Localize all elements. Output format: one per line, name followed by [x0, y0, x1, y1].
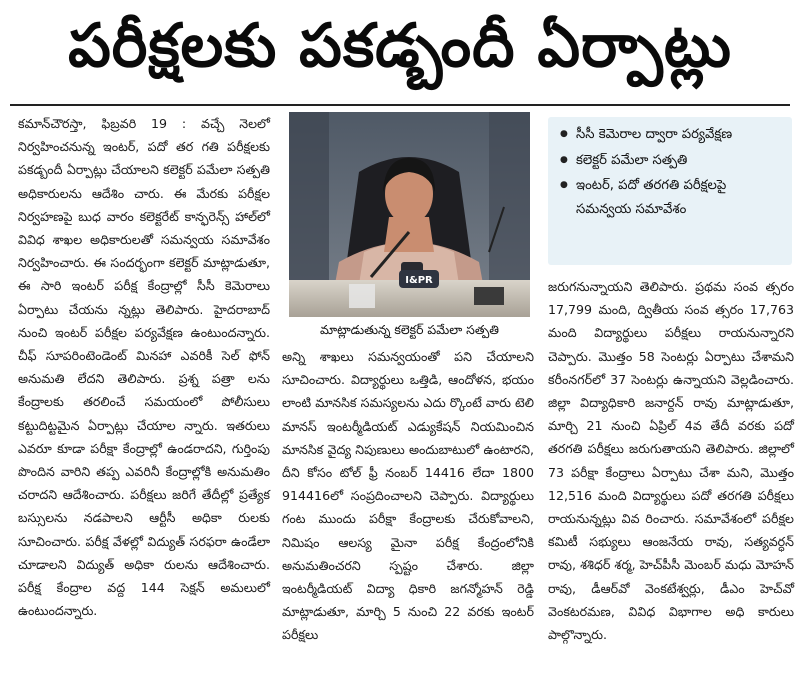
- photo-badge-label: I&PR: [405, 275, 433, 286]
- article-paragraph: అన్ని శాఖలు సమన్వయంతో పని చేయాలని సూచించారు. విద్యార్థులు ఒత్తిడి, ఆందోళన, భయం లాంటి మానసిక సమస్యలను ఎదు ర్కొంటే వారు టెలి మానస్‌ ఇంటర్మీడియట్‌ ఎడ్యుకేషన్‌ నియమించిన మానసిక వైద్య నిపుణులు అందుబాటులో ఉంటారని, దీని కోసం టోల్‌ ఫ్రీ నంబర్‌ 14416 లేదా 1800 914416లో సంప్రదించాలని చెప్పారు. విద్యార్థులు గంట ముందు పరీక్షా కేంద్రాలకు చేరుకోవాలని, నిమిషం ఆలస్య మైనా పరీక్ష కేంద్రంలోనికి అనుమతించరని స్పష్టం చేశారు. జిల్లా ఇంటర్మీడియట్‌ విద్యా ధికారి జగన్మోహన్‌ రెడ్డి మాట్లాడుతూ, మార్చి 5 నుంచి 22 వరకు ఇంటర్‌ పరీక్షలు: [282, 349, 534, 643]
- highlight-item: ● సీసీ కెమెరాల ద్వారా పర్యవేక్షణ: [576, 123, 784, 147]
- photo-caption: మాట్లాడుతున్న కలెక్టర్‌ పమేలా సత్పతి: [320, 322, 499, 337]
- highlight-item: ● కలెక్టర్‌ పమేలా సత్పతి: [576, 149, 784, 173]
- article-paragraph: కమాన్‌చౌరస్తా, ఫిబ్రవరి 19 : వచ్చే నెలలో నిర్వహించనున్న ఇంటర్‌, పదో తర గతి పరీక్షలకు పకడ్బందీ ఏర్పాట్లు చేయాలని కలెక్టర్‌ పమేలా సత్పతి అధికారులను ఆదేశిం చారు. ఈ మేరకు పరీక్షల నిర్వహణపై బుధ వారం కలెక్టరేట్‌ కాన్ఫరెన్స్‌ హాల్‌లో వివిధ శాఖల అధికారులతో సమన్వయ సమావేశం నిర్వహించారు. ఈ సందర్భంగా కలెక్టర్‌ మాట్లాడుతూ, ఈ సారి ఇంటర్‌ పరీక్ష కేంద్రాల్లో సీసీ కెమెరాలు ఏర్పాటు చేయను న్నట్లు తెలిపారు. హైదరాబాద్‌ నుంచి ఇంటర్‌ పరీక్షల పర్యవేక్షణ ఉంటుందన్నారు. చీఫ్‌ సూపరింటెండెంట్‌ మినహా ఎవరికీ సెల్‌ ఫోన్‌ అనుమతి లేదని తెలిపారు. ప్రశ్న పత్రా లను కేంద్రాలకు తరలించే సమయంలో పోలీసులు కట్టుదిట్టమైన ఏర్పాట్లు చేయాల న్నారు. ఇతరులు ఎవరూ కూడా పరీక్షా కేంద్రాల్లో ఉండరాదని, గుర్తింపు పొందిన వారిని తప్ప ఎవరినీ కేంద్రాల్లోకి అనుమతిం చరాదని ఆదేశించారు. పరీక్షలు జరిగే తేదీల్లో ప్రత్యేక బస్సులను నడపాలని ఆర్టీసీ అధికా రులకు సూచించారు. పరీక్ష వేళల్లో విద్యుత్‌ సరఫరా ఉండేలా చూడాలని విద్యుత్‌ అధికా రులను ఆదేశించారు. పరీక్ష కేంద్రాల వద్ద 144 సెక్షన్‌ అమలులో ఉంటుందన్నారు.: [18, 116, 270, 619]
- collector-photo-illustration: [289, 112, 530, 317]
- article-column-2: [282, 345, 534, 647]
- article-column-3: [548, 275, 794, 646]
- headline-divider: [10, 104, 790, 106]
- headline: పరీక్షలకు పకడ్బందీ ఏర్పాట్లు: [68, 10, 732, 81]
- highlight-item: ● ఇంటర్‌, పదో తరగతి పరీక్షలపై సమన్వయ సమావేశం: [576, 174, 784, 221]
- highlights-box: [548, 117, 792, 265]
- article-photo: [289, 112, 530, 317]
- article-column-1: [18, 112, 270, 622]
- article-paragraph: జరుగనున్నాయని తెలిపారు. ప్రథమ సంవ త్సరం 17,799 మంది, ద్వితీయ సంవ త్సరం 17,763 మంది విద్యార్థులు పరీక్షలు రాయనున్నారని చెప్పారు. మొత్తం 58 సెంటర్లు ఏర్పాటు చేశామని కరీంనగర్‌లో 37 సెంటర్లు ఉన్నాయని వెల్లడించారు. జిల్లా విద్యాధికారి జనార్దన్‌ రావు మాట్లాడుతూ, మార్చి 21 నుంచి ఏప్రిల్‌ 4వ తేదీ వరకు పదో తరగతి పరీక్షలు జరుగుతాయని తెలిపారు. జిల్లాలో 73 పరీక్షా కేంద్రాలు ఏర్పాటు చేశా మని, మొత్తం 12,516 మంది విద్యార్థులు పదో తరగతి పరీక్షలు రాయనున్నట్లు వివ రించారు. సమావేశంలో పరీక్షల కమిటీ సభ్యులు ఆంజనేయ రావు, సత్యవర్ధన్‌ రావు, శశిధర్‌ శర్మ, హెచ్‌పీసీ మెంబర్‌ మధు మోహన్‌ రావు, డీఆర్‌వో వెంకటేశ్వర్లు, డీఎం హెచ్‌వో వెంకటరమణ, వివిధ విభాగాల అధి కారులు పాల్గొన్నారు.: [548, 279, 794, 643]
